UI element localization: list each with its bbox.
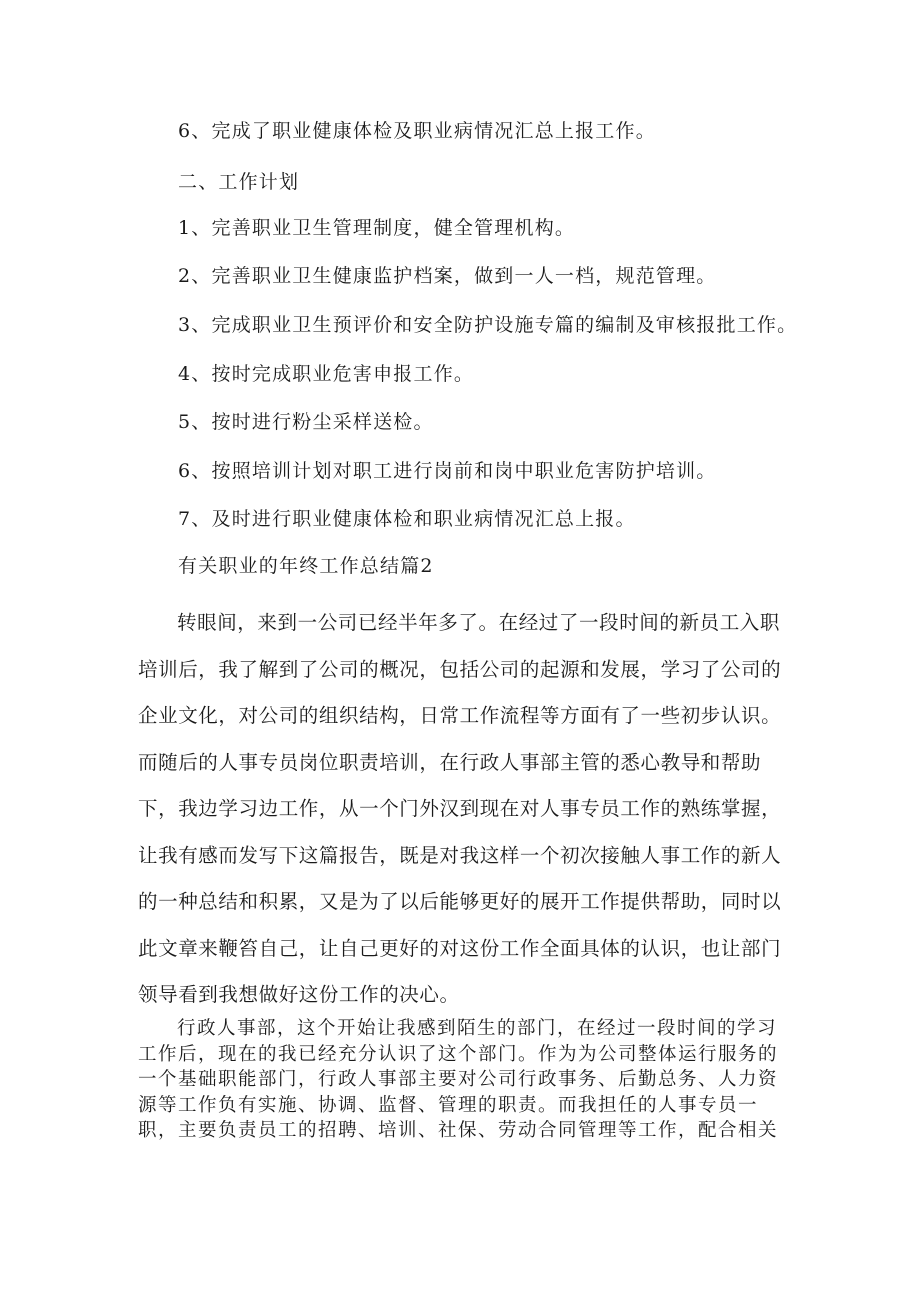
body-paragraph-2: 行政人事部，这个开始让我感到陌生的部门，在经过一段时间的学习工作后，现在的我已经充分认识了这个部门。作为为公司整体运行服务的一个基础职能部门，行政人事部主要对公司行政事务、后勤总务、人力资源等工作负有实施、协调、监督、管理的职责。而我担任的人事专员一职，主要负责员工的招聘、培训、社保、劳动合同管理等工作，配合相关 <box>138 1018 779 1141</box>
article-title: 有关职业的年终工作总结篇2 <box>178 555 434 577</box>
plan-item-6: 6、按照培训计划对职工进行岗前和岗中职业危害防护培训。 <box>178 460 717 482</box>
list-item-completed-6: 6、完成了职业健康体检及职业病情况汇总上报工作。 <box>178 120 656 142</box>
plan-item-7: 7、及时进行职业健康体检和职业病情况汇总上报。 <box>178 508 636 530</box>
body-paragraph-1: 转眼间，来到一公司已经半年多了。在经过了一段时间的新员工入职培训后，我了解到了公司的概况，包括公司的起源和发展，学习了公司的企业文化，对公司的组织结构，日常工作流程等方面有了一些初步认识。而随后的人事专员岗位职责培训，在行政人事部主管的悉心教导和帮助下，我边学习边工作，从一个门外汉到现在对人事专员工作的熟练掌握，让我有感而发写下这篇报告，既是对我这样一个初次接触人事工作的新人的一种总结和积累，又是为了以后能够更好的展开工作提供帮助，同时以此文章来鞭笞自己，让自己更好的对这份工作全面具体的认识，也让部门领导看到我想做好这份工作的决心。 <box>138 611 782 1006</box>
plan-item-2: 2、完善职业卫生健康监护档案，做到一人一档，规范管理。 <box>178 265 717 287</box>
plan-item-3: 3、完成职业卫生预评价和安全防护设施专篇的编制及审核报批工作。 <box>178 314 798 336</box>
plan-item-4: 4、按时完成职业危害申报工作。 <box>178 363 475 385</box>
plan-item-5: 5、按时进行粉尘采样送检。 <box>178 411 434 433</box>
plan-item-1: 1、完善职业卫生管理制度，健全管理机构。 <box>178 217 576 239</box>
section-heading-work-plan: 二、工作计划 <box>178 171 300 193</box>
